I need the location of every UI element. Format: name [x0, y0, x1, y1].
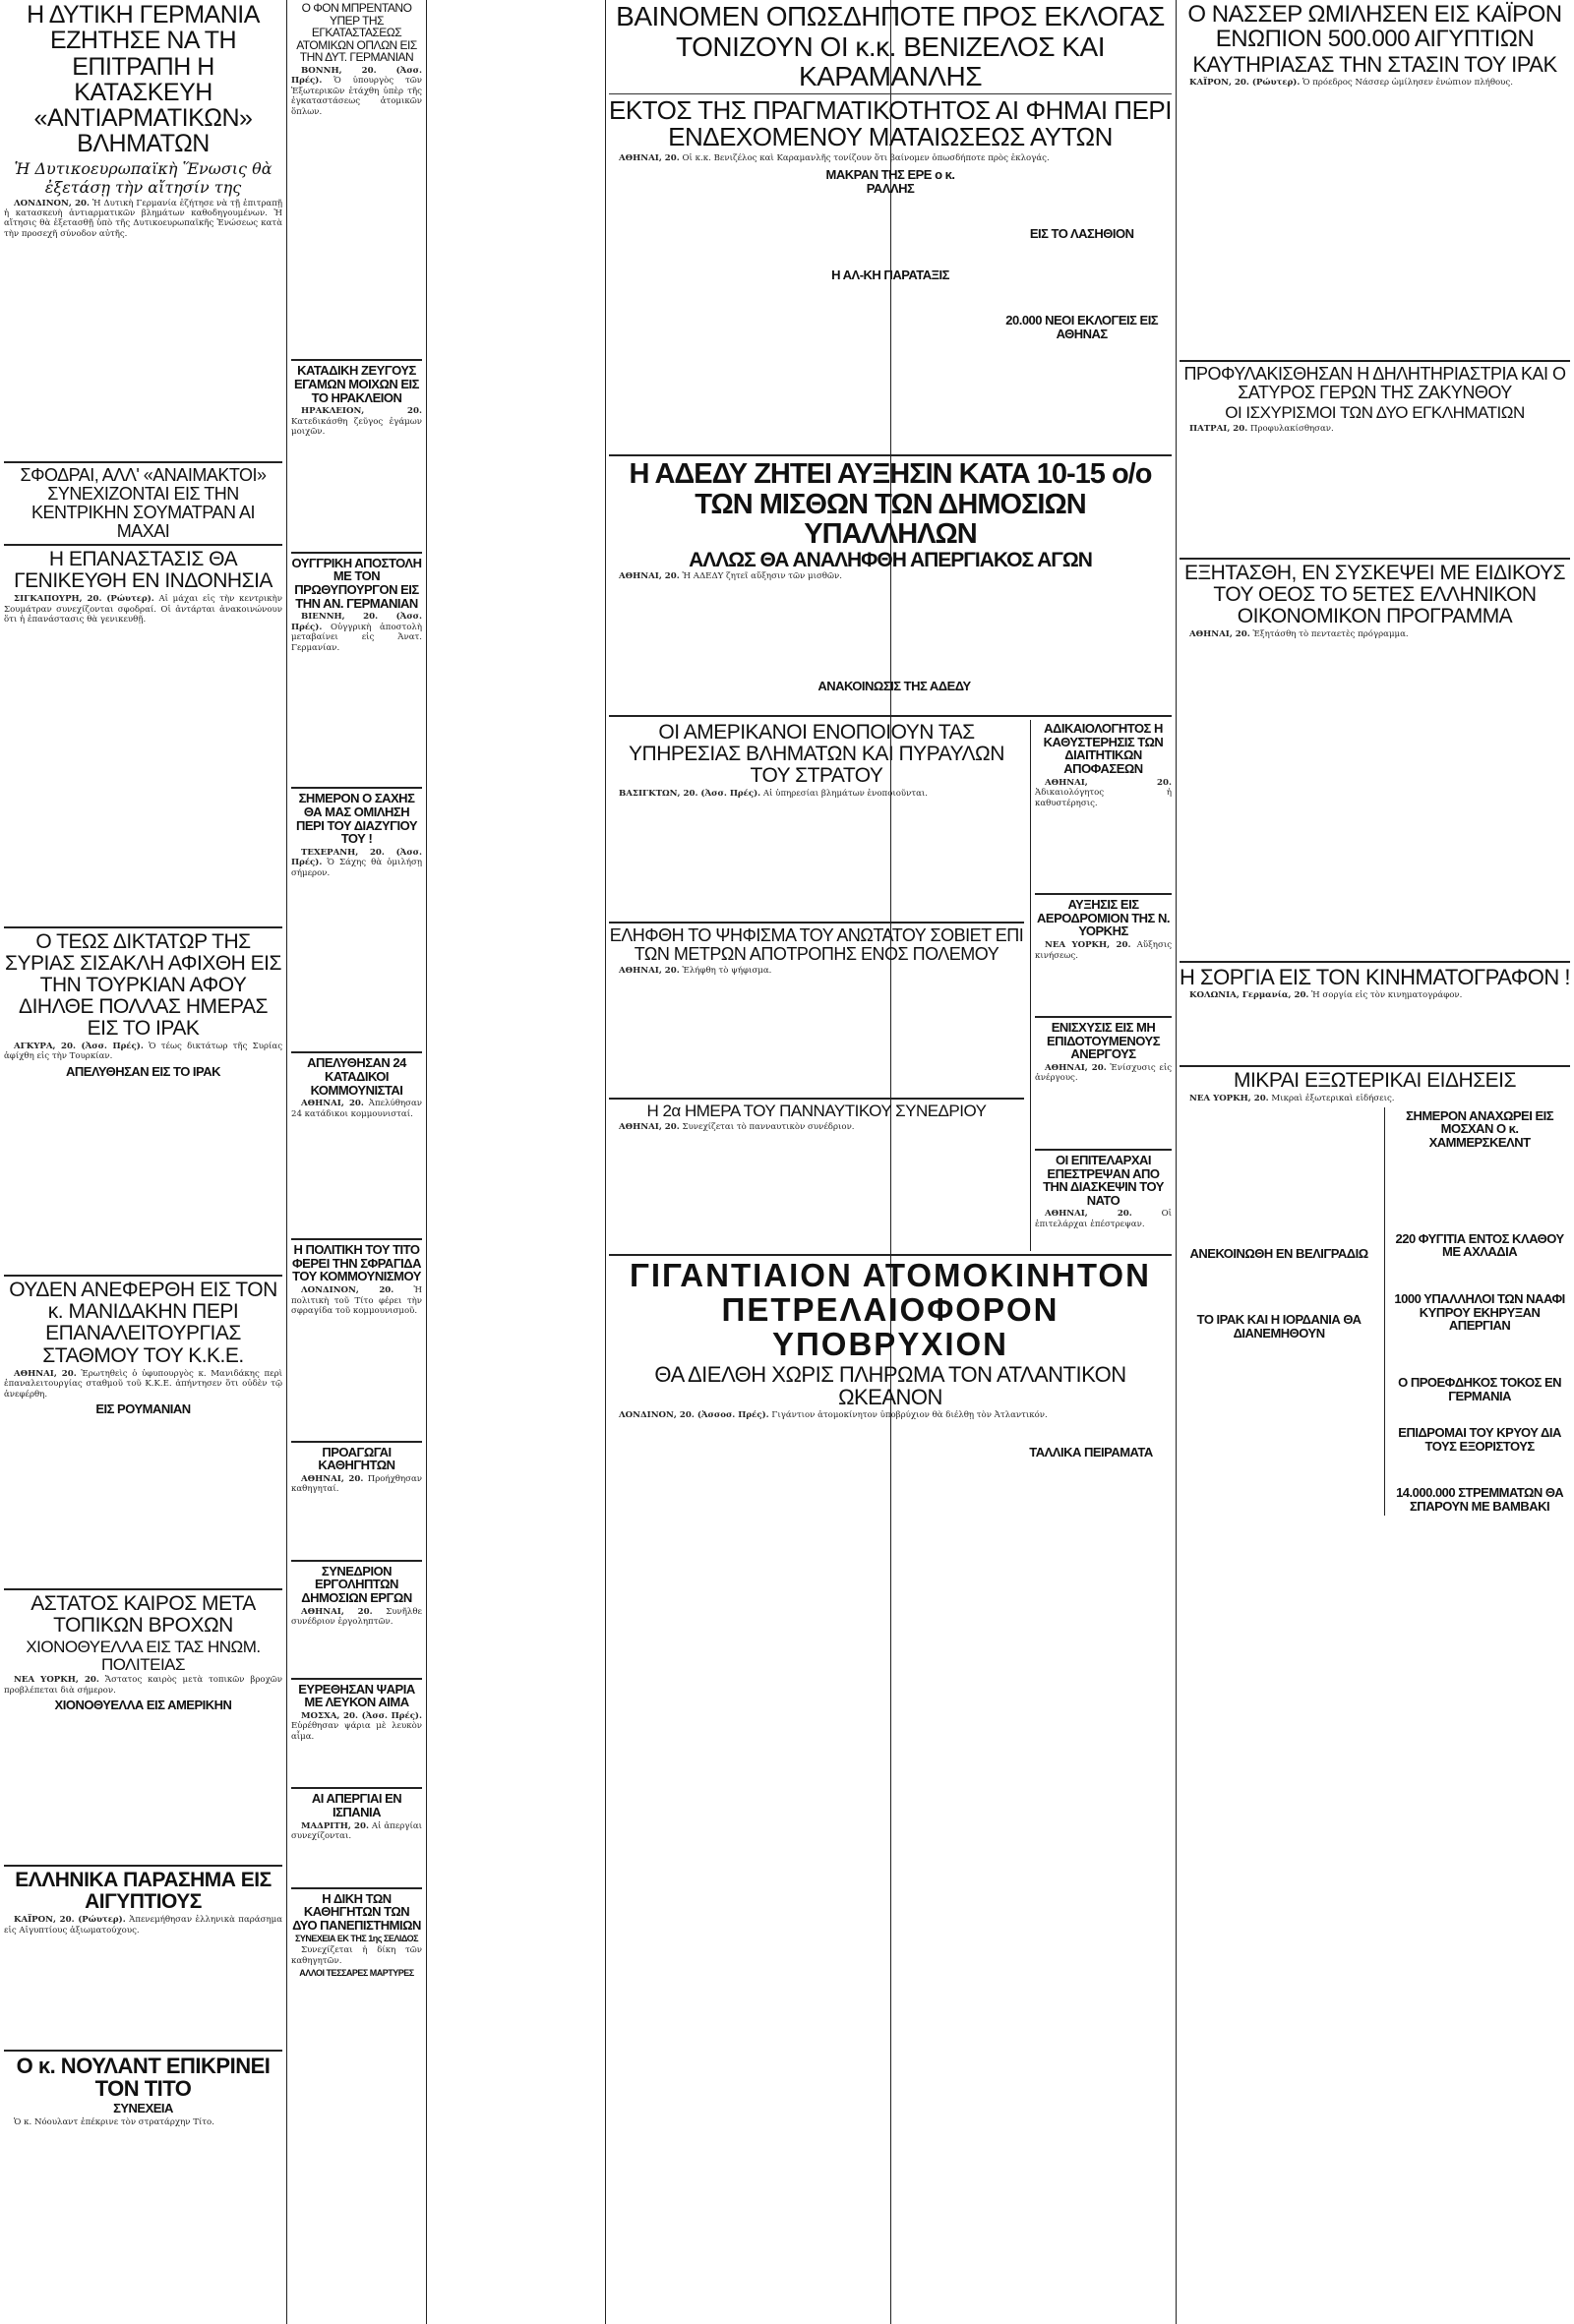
article-body: ΝΕΑ ΥΟΡΚΗ, 20. Μικραὶ ἐξωτερικαὶ εἰδήσεις.: [1189, 1094, 1395, 1104]
banner-subheadline: ΑΛΛΩΣ ΘΑ ΑΝΑΛΗΦΘΗ ΑΠΕΡΓΙΑΚΟΣ ΑΓΩΝ: [689, 548, 1092, 571]
article-subhead: ΕΠΙΔΡΟΜΑΙ ΤΟΥ ΚΡΥΟΥ ΔΙΑ ΤΟΥΣ ΕΞΟΡΙΣΤΟΥΣ: [1398, 1425, 1561, 1454]
article-headline: ΑΙ ΑΠΕΡΓΙΑΙ ΕΝ ΙΣΠΑΝΙΑ: [311, 1791, 402, 1820]
article-body: ΤΕΧΕΡΑΝΗ, 20. (Ἀσσ. Πρές). Ὁ Σάχης θὰ ὁμιλήσῃ σήμερον.: [291, 847, 422, 878]
article-subhead: ΣΥΝΕΧΕΙΑ ΕΚ ΤΗΣ 1ης ΣΕΛΙΔΟΣ: [294, 1933, 419, 1943]
article-subhead: ΑΠΕΛΥΘΗΣΑΝ ΕΙΣ ΤΟ ΙΡΑΚ: [65, 1063, 221, 1079]
article-subhead: Ο ΠΡΟΕΦΔΗΚΟΣ ΤΟΚΟΣ ΕΝ ΓΕΡΜΑΝΙΑ: [1398, 1374, 1562, 1403]
article-body-columns: [1180, 1107, 1378, 1245]
article-body-columns: [291, 441, 422, 549]
article-subhead: ΕΙΣ ΡΟΥΜΑΝΙΑΝ: [95, 1401, 191, 1417]
article-headline: ΕΥΡΕΘΗΣΑΝ ΨΑΡΙΑ ΜΕ ΛΕΥΚΟΝ ΑΙΜΑ: [298, 1681, 415, 1710]
column-rule: [286, 0, 287, 2324]
article-body: Συνεχίζεται ἡ δίκη τῶν καθηγητῶν.: [291, 1945, 422, 1966]
article-headline: ΠΡΟΦΥΛΑΚΙΣΘΗΣΑΝ Η ΔΗΛΗΤΗΡΙΑΣΤΡΙΑ ΚΑΙ Ο ΣΑΤΥΡΟΣ ΓΕΡΩΝ ΤΗΣ ΖΑΚΥΝΘΟΥ: [1183, 363, 1566, 402]
article-headline: ΜΙΚΡΑΙ ΕΞΩΤΕΡΙΚΑΙ ΕΙΔΗΣΕΙΣ: [1233, 1069, 1516, 1093]
article-headline: Η ΣΟΡΓΙΑ ΕΙΣ ΤΟΝ ΚΙΝΗΜΑΤΟΓΡΑΦΟΝ !: [1180, 964, 1570, 989]
article-subhead: ΜΑΚΡΑΝ ΤΗΣ ΕΡΕ ο κ. ΡΑΛΛΗΣ: [825, 167, 955, 196]
article-headline: Ο ΤΕΩΣ ΔΙΚΤΑΤΩΡ ΤΗΣ ΣΥΡΙΑΣ ΣΙΣΑΚΛΗ ΑΦΙΧΘΗ ΕΙΣ ΤΗΝ ΤΟΥΡΚΙΑΝ ΑΦΟΥ ΔΙΗΛΘΕ ΠΟΛΛΑΣ ΗΜΕΡΑΣ ΕΙΣ ΤΟ ΙΡΑΚ: [5, 929, 281, 1040]
article-body-columns: [1180, 643, 1570, 958]
article-body: ΒΟΝΝΗ, 20. (Ἀσσ. Πρές). Ὁ ὑπουργὸς τῶν Ἐξωτερικῶν ἐτάχθη ὑπὲρ τῆς ἐγκαταστάσεως ἀτομικῶν ὅπλων.: [291, 65, 422, 117]
article-headline: ΕΛΛΗΝΙΚΑ ΠΑΡΑΣΗΜΑ ΕΙΣ ΑΙΓΥΠΤΙΟΥΣ: [15, 1869, 272, 1914]
article-body-columns: [4, 242, 282, 458]
article-body: ΑΘΗΝΑΙ, 20. Ἐρωτηθεὶς ὁ ὑφυπουργὸς κ. Μανιδάκης περὶ ἐπαναλειτουργίας σταθμοῦ τοῦ Κ.Κ.Ε. ἀπήντησεν ὅτι οὐδὲν τῷ ἀνεφέρθη.: [4, 1368, 282, 1400]
article-subhead: 220 ΦΥΓΙΤΙΑ ΕΝΤΟΣ ΚΛΑΘΟΥ ΜΕ ΑΧΛΑΔΙΑ: [1395, 1230, 1564, 1260]
article-subhead: 20.000 ΝΕΟΙ ΕΚΛΟΓΕΙΣ ΕΙΣ ΑΘΗΝΑΣ: [1005, 312, 1159, 341]
article-headline: ΟΥΔΕΝ ΑΝΕΦΕΡΘΗ ΕΙΣ ΤΟΝ κ. ΜΑΝΙΔΑΚΗΝ ΠΕΡΙ ΕΠΑΝΑΛΕΙΤΟΥΡΓΙΑΣ ΣΤΑΘΜΟΥ ΤΟΥ Κ.Κ.Ε.: [9, 1279, 277, 1367]
article-body-columns: [1180, 91, 1570, 357]
article-body: ΛΟΝΔΙΝΟΝ, 20. (Ἀσσοσ. Πρές). Γιγάντιον ἀτομοκίνητον ὑποβρύχιον θὰ διέλθῃ τὸν Ἀτλαντικόν.: [619, 1410, 1048, 1421]
article-headline: ΣΦΟΔΡΑΙ, ΑΛΛ' «ΑΝΑΙΜΑΚΤΟΙ» ΣΥΝΕΧΙΖΟΝΤΑΙ ΕΙΣ ΤΗΝ ΚΕΝΤΡΙΚΗΝ ΣΟΥΜΑΤΡΑΝ ΑΙ ΜΑΧΑΙ: [20, 465, 267, 542]
article-subhead: ΑΛΛΟΙ ΤΕΣΣΑΡΕΣ ΜΑΡΤΥΡΕΣ: [299, 1968, 414, 1978]
article-body: ΑΘΗΝΑΙ, 20. Ἀδικαιολόγητος ἡ καθυστέρησις.: [1034, 777, 1172, 808]
article-body-columns: [4, 1714, 282, 1862]
article-body: ΒΙΕΝΝΗ, 20. (Ἀσσ. Πρές). Οὐγγρικὴ ἀποστολὴ μεταβαίνει εἰς Ἀνατ. Γερμανίαν.: [291, 612, 422, 653]
article-headline: ΑΠΕΛΥΘΗΣΑΝ 24 ΚΑΤΑΔΙΚΟΙ ΚΟΜΜΟΥΝΙΣΤΑΙ: [307, 1055, 406, 1098]
article-headline: ΟΙ ΑΜΕΡΙΚΑΝΟΙ ΕΝΟΠΟΙΟΥΝ ΤΑΣ ΥΠΗΡΕΣΙΑΣ ΒΛΗΜΑΤΩΝ ΚΑΙ ΠΥΡΑΥΛΩΝ ΤΟΥ ΣΤΡΑΤΟΥ: [629, 721, 1004, 788]
article-body: ΑΘΗΝΑΙ, 20. Συνῆλθε συνέδριον ἐργοληπτῶν.: [291, 1606, 422, 1628]
column-rule: [1176, 0, 1177, 2324]
lead-headline: ΒΑΙΝΟΜΕΝ ΟΠΩΣΔΗΠΟΤΕ ΠΡΟΣ ΕΚΛΟΓΑΣ: [616, 1, 1165, 31]
article-body: ΑΘΗΝΑΙ, 20. Ἡ ΑΔΕΔΥ ζητεῖ αὔξησιν τῶν μισθῶν.: [619, 570, 842, 581]
article-body: ΝΕΑ ΥΟΡΚΗ, 20. Αὔξησις κινήσεως.: [1034, 940, 1172, 961]
article-subhead: ΤΟ ΙΡΑΚ ΚΑΙ Η ΙΟΡΔΑΝΙΑ ΘΑ ΔΙΑΝΕΜΗΘΟΥΝ: [1196, 1312, 1362, 1341]
article-body-columns: [4, 1418, 282, 1585]
article-body-columns: [291, 1122, 422, 1235]
article-headline: ΑΥΞΗΣΙΣ ΕΙΣ ΑΕΡΟΔΡΟΜΙΟΝ ΤΗΣ Ν. ΥΟΡΚΗΣ: [1037, 897, 1170, 939]
article-headline: ΣΗΜΕΡΟΝ Ο ΣΑΧΗΣ ΘΑ ΜΑΣ ΟΜΙΛΗΣΗ ΠΕΡΙ ΤΟΥ ΔΙΑΖΥΓΙΟΥ ΤΟΥ !: [295, 791, 417, 847]
article-body-columns: [291, 656, 422, 784]
article-subhead: ΟΙ ΙΣΧΥΡΙΣΜΟΙ ΤΩΝ ΔΥΟ ΕΓΚΛΗΜΑΤΙΩΝ: [1225, 402, 1525, 422]
article-headline-2: ΚΑΥΤΗΡΙΑΣΑΣ ΤΗΝ ΣΤΑΣΙΝ ΤΟΥ ΙΡΑΚ: [1192, 52, 1557, 78]
article-body: ΑΘΗΝΑΙ, 20. Ἐξητάσθη τὸ πενταετὲς πρόγραμμα.: [1189, 629, 1409, 640]
article-body-columns: [291, 1845, 422, 1884]
article-headline: ΣΥΝΕΔΡΙΟΝ ΕΡΓΟΛΗΠΤΩΝ ΔΗΜΟΣΙΩΝ ΕΡΓΩΝ: [301, 1563, 412, 1606]
article-headline: ΟΙ ΕΠΙΤΕΛΑΡΧΑΙ ΕΠΕΣΤΡΕΨΑΝ ΑΠΟ ΤΗΝ ΔΙΑΣΚΕΨΙΝ ΤΟΥ ΝΑΤΟ: [1043, 1152, 1164, 1208]
article-body-columns: [609, 979, 1024, 1095]
article-headline: ΟΥΓΓΡΙΚΗ ΑΠΟΣΤΟΛΗ ΜΕ ΤΟΝ ΠΡΩΘΥΠΟΥΡΓΟΝ ΕΙΣ ΤΗΝ ΑΝ. ΓΕΡΜΑΝΙΑΝ: [291, 555, 422, 611]
article-body: ΛΟΝΔΙΝΟΝ, 20. Ἡ πολιτικὴ τοῦ Τίτο φέρει τὴν σφραγίδα τοῦ κομμουνισμοῦ.: [291, 1285, 422, 1317]
article-headline: ΕΛΗΦΘΗ ΤΟ ΨΗΦΙΣΜΑ ΤΟΥ ΑΝΩΤΑΤΟΥ ΣΟΒΙΕΤ ΕΠΙ ΤΩΝ ΜΕΤΡΩΝ ΑΠΟΤΡΟΠΗΣ ΕΝΟΣ ΠΟΛΕΜΟΥ: [609, 924, 1024, 964]
article-body-columns: [1180, 437, 1570, 555]
column-rule: [605, 0, 606, 2324]
article-subheadline: Ἡ Δυτικοευρωπαϊκὴ Ἕνωσις θὰ ἐξετάσῃ τὴν αἴτησίν της: [14, 158, 272, 197]
column-1: [4, 0, 282, 2324]
article-subhead: ΕΙΣ ΤΟ ΛΑΣΗΘΙΟΝ: [1029, 226, 1134, 242]
article-body: ΠΑΤΡΑΙ, 20. Προφυλακίσθησαν.: [1189, 423, 1334, 434]
article-subhead: Η ΑΛ-ΚΗ ΠΑΡΑΤΑΞΙΣ: [831, 267, 949, 282]
article-body: Ὁ κ. Νόουλαντ ἐπέκρινε τὸν στρατάρχην Τίτο.: [14, 2116, 214, 2127]
article-headline: Η ΔΥΤΙΚΗ ΓΕΡΜΑΝΙΑ ΕΖΗΤΗΣΕ ΝΑ ΤΗ ΕΠΙΤΡΑΠΗ Η ΚΑΤΑΣΚΕΥΗ «ΑΝΤΙΑΡΜΑΤΙΚΩΝ» ΒΛΗΜΑΤΩΝ: [27, 1, 260, 158]
article-body: ΝΕΑ ΥΟΡΚΗ, 20. Ἄστατος καιρὸς μετὰ τοπικῶν βροχῶν προβλέπεται διὰ σήμερον.: [4, 1675, 282, 1696]
article-body-columns: [1180, 1003, 1570, 1062]
article-subhead: 14.000.000 ΣΤΡΕΜΜΑΤΩΝ ΘΑ ΣΠΑΡΟΥΝ ΜΕ ΒΑΜΒΑΚΙ: [1396, 1485, 1564, 1515]
article-subhead: ΑΝΕΚΟΙΝΩΘΗ ΕΝ ΒΕΛΙΓΡΑΔΙΩ: [1189, 1245, 1368, 1261]
article-body-columns: [291, 1745, 422, 1784]
article-body: ΑΘΗΝΑΙ, 20. Ἐνίσχυσις εἰς ἀνέργους.: [1034, 1062, 1172, 1084]
article-body-columns: [4, 1080, 282, 1272]
article-headline: ΕΞΗΤΑΣΘΗ, ΕΝ ΣΥΣΚΕΨΕΙ ΜΕ ΕΙΔΙΚΟΥΣ ΤΟΥ ΟΕΟΣ ΤΟ 5ΕΤΕΣ ΕΛΛΗΝΙΚΟΝ ΟΙΚΟΝΟΜΙΚΟΝ ΠΡΟΓΡΑΜΜΑ: [1183, 562, 1565, 628]
column-5: [1180, 0, 1570, 2324]
column-2: [291, 0, 422, 2324]
article-headline: ΕΝΙΣΧΥΣΙΣ ΕΙΣ ΜΗ ΕΠΙΔΟΤΟΥΜΕΝΟΥΣ ΑΝΕΡΓΟΥΣ: [1046, 1020, 1160, 1062]
article-body-columns: [1035, 811, 1172, 890]
banner-headline-2: ΤΩΝ ΜΙΣΘΩΝ ΤΩΝ ΔΗΜΟΣΙΩΝ ΥΠΑΛΛΗΛΩΝ: [695, 488, 1086, 551]
article-subhead: ΑΝΑΚΟΙΝΩΣΙΣ ΤΗΣ ΑΔΕΔΥ: [817, 679, 971, 694]
article-body: ΣΙΓΚΑΠΟΥΡΗ, 20. (Ρώυτερ). Αἱ μάχαι εἰς τὴν κεντρικὴν Σουμάτραν συνεχίζονται σφοδραί. Οἱ ἀντάρται ἀνακοινώνουν ὅτι ἡ ἐπανάστασις θὰ γενικευθῇ.: [4, 594, 282, 626]
article-headline: Η ΕΠΑΝΑΣΤΑΣΙΣ ΘΑ ΓΕΝΙΚΕΥΘΗ ΕΝ ΙΝΔΟΝΗΣΙΑ: [14, 548, 272, 593]
lead-subheadline: ΕΚΤΟΣ ΤΗΣ ΠΡΑΓΜΑΤΙΚΟΤΗΤΟΣ ΑΙ ΦΗΜΑΙ ΠΕΡΙ ΕΝΔΕΧΟΜΕΝΟΥ ΜΑΤΑΙΩΣΕΩΣ ΑΥΤΩΝ: [609, 95, 1172, 152]
column-rule: [426, 0, 427, 2324]
article-headline: Η ΠΟΛΙΤΙΚΗ ΤΟΥ ΤΙΤΟ ΦΕΡΕΙ ΤΗΝ ΣΦΡΑΓΙΔΑ ΤΟΥ ΚΟΜΜΟΥΝΙΣΜΟΥ: [292, 1242, 421, 1284]
article-body-columns: [609, 166, 1172, 451]
article-body: ΗΡΑΚΛΕΙΟΝ, 20. Κατεδικάσθη ζεῦγος ἐγάμων μοιχῶν.: [291, 406, 422, 438]
banner-headline: Η ΑΔΕΔΥ ΖΗΤΕΙ ΑΥΞΗΣΙΝ ΚΑΤΑ 10-15 ο/ο: [629, 458, 1152, 491]
column-3-4: [609, 0, 1172, 2324]
article-body: ΑΘΗΝΑΙ, 20. Ἐλήφθη τὸ ψήφισμα.: [619, 965, 772, 976]
article-body: ΑΘΗΝΑΙ, 20. Προήχθησαν καθηγηταί.: [291, 1473, 422, 1495]
article-headline: Ο ΝΑΣΣΕΡ ΩΜΙΛΗΣΕΝ ΕΙΣ ΚΑΪΡΟΝ ΕΝΩΠΙΟΝ 500.000 ΑΙΓΥΠΤΙΩΝ: [1187, 1, 1562, 53]
article-body-columns: [609, 1135, 1024, 1251]
article-headline: ΠΡΟΑΓΩΓΑΙ ΚΑΘΗΓΗΤΩΝ: [318, 1444, 395, 1473]
article-subhead: ΤΑΛΛΙΚΑ ΠΕΙΡΑΜΑΤΑ: [1029, 1444, 1153, 1460]
article-subhead: ΣΥΝΕΧΕΙΑ: [113, 2101, 173, 2116]
article-body: ΑΘΗΝΑΙ, 20. Συνεχίζεται τὸ πανναυτικὸν συνέδριον.: [619, 1121, 855, 1132]
article-body: ΑΘΗΝΑΙ, 20. Ἀπελύθησαν 24 κατάδικοι κομμουνισταί.: [291, 1099, 422, 1119]
article-body: ΑΘΗΝΑΙ, 20. Οἱ ἐπιτελάρχαι ἐπέστρεψαν.: [1034, 1209, 1172, 1229]
article-body: ΜΟΣΧΑ, 20. (Ἀσσ. Πρές). Εὑρέθησαν ψάρια μὲ λευκὸν αἷμα.: [291, 1710, 422, 1742]
article-headline: Ο κ. ΝΟΥΛΑΝΤ ΕΠΙΚΡΙΝΕΙ ΤΟΝ ΤΙΤΟ: [16, 2054, 271, 2102]
article-body-columns: [291, 120, 422, 356]
article-body-columns: [291, 881, 422, 1048]
article-body-columns: [291, 1320, 422, 1438]
article-subhead: ΧΙΟΝΟΘΥΕΛΛΑ ΕΙΣ ΑΜΕΡΙΚΗΝ: [54, 1698, 232, 1713]
article-body-columns: [291, 1498, 422, 1557]
column-4: [1030, 720, 1172, 1251]
banner-headline: ΓΙΓΑΝΤΙΑΙΟΝ ΑΤΟΜΟΚΙΝΗΤΟΝ: [630, 1257, 1151, 1294]
article-body: ΚΟΛΩΝΙΑ, Γερμανία, 20. Ἡ σοργία εἰς τὸν κινηματογράφον.: [1189, 989, 1463, 1000]
article-headline-2: ΧΙΟΝΟΘΥΕΛΛΑ ΕΙΣ ΤΑΣ ΗΝΩΜ. ΠΟΛΙΤΕΙΑΣ: [26, 1637, 261, 1674]
article-headline: ΚΑΤΑΔΙΚΗ ΖΕΥΓΟΥΣ ΕΓΑΜΩΝ ΜΟΙΧΩΝ ΕΙΣ ΤΟ ΗΡΑΚΛΕΙΟΝ: [294, 363, 419, 405]
article-body-columns: [1035, 1087, 1172, 1146]
article-subhead: ΣΗΜΕΡΟΝ ΑΝΑΧΩΡΕΙ ΕΙΣ ΜΟΣΧΑΝ Ο κ. ΧΑΜΜΕΡΣΚΕΛΝΤ: [1406, 1107, 1554, 1151]
article-body-columns: [4, 628, 282, 924]
article-subhead: 1000 ΥΠΑΛΛΗΛΟΙ ΤΩΝ ΝΑΑΦΙ ΚΥΠΡΟΥ ΕΚΗΡΥΞΑΝ ΑΠΕΡΓΙΑΝ: [1394, 1291, 1565, 1334]
article-body: ΚΑΪΡΟΝ, 20. (Ρώυτερ). Ὁ πρόεδρος Νάσσερ ὡμίλησεν ἐνώπιον πλήθους.: [1189, 78, 1513, 89]
banner-headline-2: ΠΕΤΡΕΛΑΙΟΦΟΡΟΝ ΥΠΟΒΡΥΧΙΟΝ: [721, 1290, 1059, 1362]
banner-subheadline: ΘΑ ΔΙΕΛΘΗ ΧΩΡΙΣ ΠΛΗΡΩΜΑ ΤΟΝ ΑΤΛΑΝΤΙΚΟΝ ΩΚΕΑΝΟΝ: [654, 1362, 1126, 1410]
article-body: ΜΑΔΡΙΤΗ, 20. Αἱ ἀπεργίαι συνεχίζονται.: [291, 1820, 422, 1842]
article-headline: Η ΔΙΚΗ ΤΩΝ ΚΑΘΗΓΗΤΩΝ ΤΩΝ ΔΥΟ ΠΑΝΕΠΙΣΤΗΜΙΩΝ: [292, 1890, 421, 1933]
article-body-columns: [4, 1938, 282, 2047]
article-headline: Ο ΦΟΝ ΜΠΡΕΝΤΑΝΟ ΥΠΕΡ ΤΗΣ ΕΓΚΑΤΑΣΤΑΣΕΩΣ ΑΤΟΜΙΚΩΝ ΟΠΛΩΝ ΕΙΣ ΤΗΝ ΔΥΤ. ΓΕΡΜΑΝΙΑΝ: [296, 1, 417, 65]
article-body-columns: [609, 584, 1172, 712]
article-body-columns: [609, 1424, 1172, 1522]
article-body-columns: [291, 1631, 422, 1675]
article-body-columns: [609, 803, 1024, 919]
article-body: ΛΟΝΔΙΝΟΝ, 20. Ἡ Δυτικὴ Γερμανία ἐζήτησε νὰ τῇ ἐπιτραπῇ ἡ κατασκευὴ ἀντιαρματικῶν βλημάτων καθοδηγουμένων. Ἡ αἴτησις θὰ ἐξετασθῇ ὑπὸ τῆς Δυτικοευρωπαϊκῆς Ἑνώσεως κατὰ τὴν προσεχῆ σύνοδον αὐτῆς.: [4, 198, 282, 239]
article-headline: ΑΣΤΑΤΟΣ ΚΑΙΡΟΣ ΜΕΤΑ ΤΟΠΙΚΩΝ ΒΡΟΧΩΝ: [30, 1591, 256, 1637]
article-body: ΚΑΪΡΟΝ, 20. (Ρώυτερ). Ἀπενεμήθησαν ἑλληνικὰ παράσημα εἰς Αἰγυπτίους ἀξιωματούχους.: [4, 1915, 282, 1936]
article-body: ΒΑΣΙΓΚΤΩΝ, 20. (Ἀσσ. Πρές). Αἱ ὑπηρεσίαι βλημάτων ἑνοποιοῦνται.: [619, 789, 929, 800]
article-headline: ΑΔΙΚΑΙΟΛΟΓΗΤΟΣ Η ΚΑΘΥΣΤΕΡΗΣΙΣ ΤΩΝ ΔΙΑΙΤΗΤΙΚΩΝ ΑΠΟΦΑΣΕΩΝ: [1043, 721, 1164, 777]
article-body: ΑΓΚΥΡΑ, 20. (Ἀσσ. Πρές). Ὁ τέως δικτάτωρ τῆς Συρίας ἀφίχθη εἰς τὴν Τουρκίαν.: [4, 1041, 282, 1062]
article-body-columns: [1035, 964, 1172, 1013]
article-headline: Η 2α ΗΜΕΡΑ ΤΟΥ ΠΑΝΝΑΥΤΙΚΟΥ ΣΥΝΕΔΡΙΟΥ: [646, 1101, 987, 1120]
article-body: ΑΘΗΝΑΙ, 20. Οἱ κ.κ. Βενιζέλος καὶ Καραμανλῆς τονίζουν ὅτι βαίνομεν ὁπωσδήποτε πρὸς ἐκλογάς.: [619, 152, 1050, 163]
lead-headline-2: ΤΟΝΙΖΟΥΝ ΟΙ κ.κ. ΒΕΝΙΖΕΛΟΣ ΚΑΙ ΚΑΡΑΜΑΝΛΗΣ: [676, 31, 1105, 91]
